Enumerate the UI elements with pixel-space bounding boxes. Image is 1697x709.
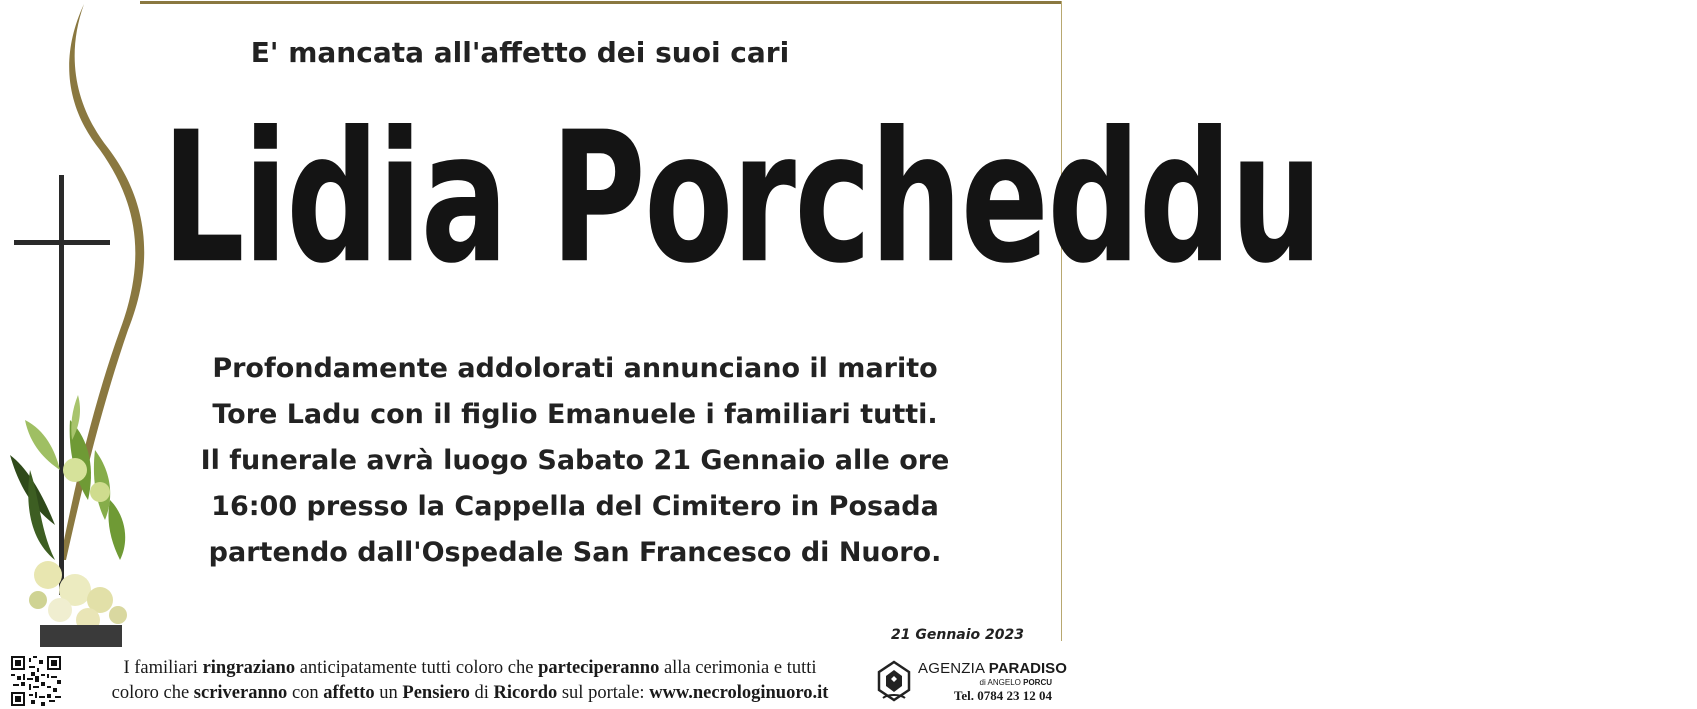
agency-name (918, 660, 1067, 678)
agency-owner (918, 678, 1058, 687)
qr-code-icon[interactable] (11, 656, 61, 706)
flower-base (40, 625, 122, 647)
agency-owner-bold: PORCU (1023, 678, 1052, 687)
agency-info (918, 660, 1067, 705)
intro-text: E' mancata all'affetto dei suoi cari (250, 36, 790, 69)
text-segment: coloro che (111, 683, 194, 703)
website-link[interactable]: www.necrologinuoro.it (649, 683, 829, 703)
text-segment: alla cerimonia e tutti (659, 658, 817, 678)
announcement (160, 346, 990, 576)
text-segment-bold: scriveranno (193, 683, 288, 703)
deceased-name: Lidia Porcheddu (162, 92, 1322, 304)
text-segment-bold: parteciperanno (538, 658, 660, 678)
text-segment-bold: ringraziano (202, 658, 296, 678)
frame-top-border (140, 1, 1062, 4)
text-segment: di (469, 683, 494, 703)
floral-cross-decoration (0, 0, 160, 660)
text-segment: un (374, 683, 403, 703)
agency-name-bold: PARADISO (988, 660, 1067, 677)
cross-icon (14, 175, 110, 595)
text-segment: anticipatamente tutti coloro che (295, 658, 539, 678)
text-segment-bold: affetto (323, 683, 375, 703)
text-segment-bold: Ricordo (493, 683, 558, 703)
deceased-name-container (162, 92, 1322, 313)
announcement-line: partendo dall'Ospedale San Francesco di Nuoro. (208, 537, 942, 568)
agency-owner-light: di ANGELO (979, 678, 1024, 687)
text-segment-bold: Pensiero (402, 683, 470, 703)
announcement-line: 16:00 presso la Cappella del Cimitero in Posada (211, 491, 939, 522)
agency-phone[interactable]: Tel. 0784 23 12 04 (953, 688, 1052, 703)
agency-logo-icon (876, 660, 912, 704)
text-segment: con (287, 683, 324, 703)
announcement-line: Tore Ladu con il figlio Emanuele i familiari tutti. (212, 399, 938, 430)
agency-name-light: AGENZIA (918, 660, 989, 677)
thanks-message (70, 656, 870, 706)
thanks-line-2 (70, 681, 870, 706)
text-segment: I familiari (123, 658, 203, 678)
publication-date: 21 Gennaio 2023 (891, 627, 1024, 643)
announcement-line: Il funerale avrà luogo Sabato 21 Gennaio alle ore (200, 445, 950, 476)
announcement-line: Profondamente addolorati annunciano il marito (212, 353, 938, 384)
thanks-line-1 (70, 656, 870, 681)
text-segment: sul portale: (557, 683, 650, 703)
